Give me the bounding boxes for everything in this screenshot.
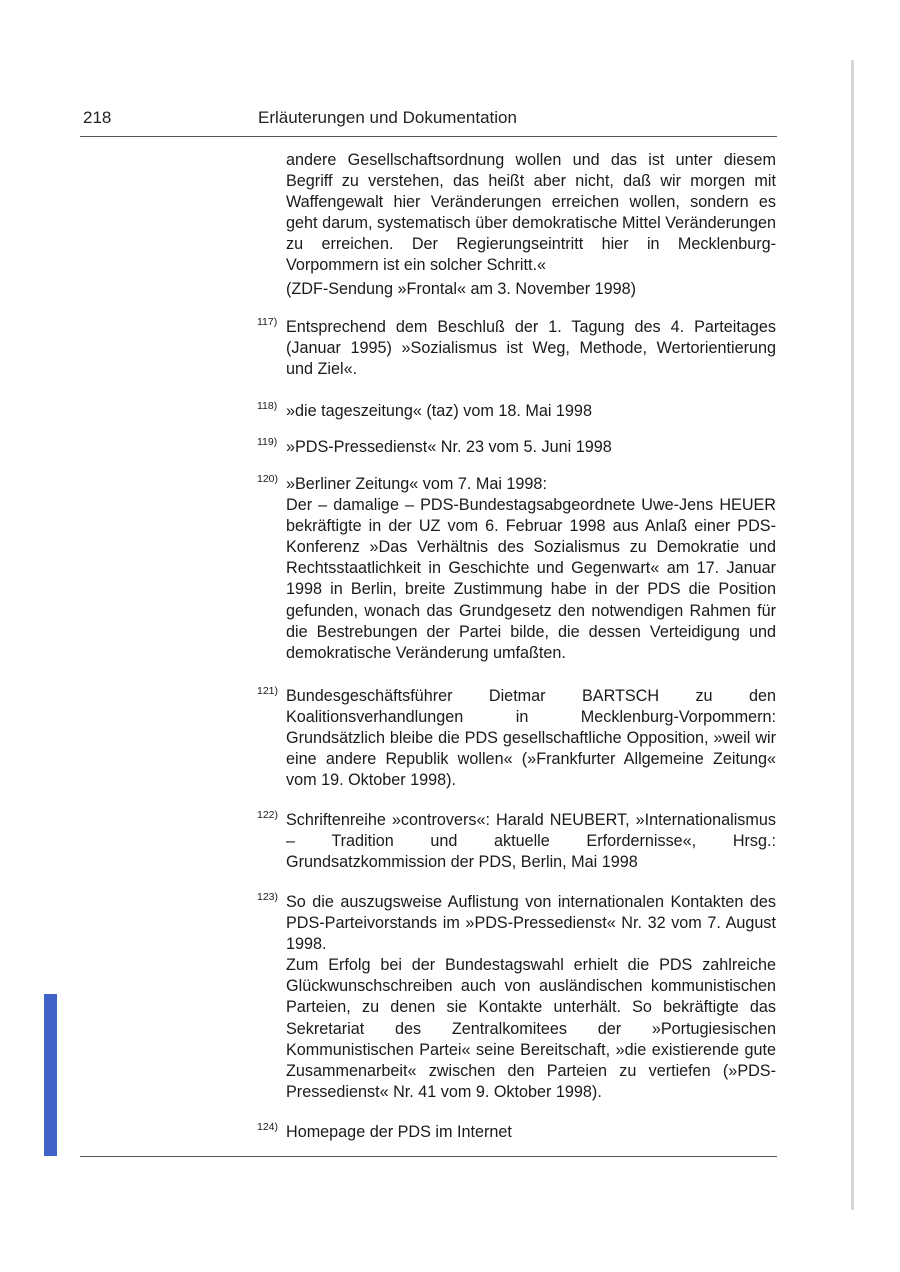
footnote-117 — [257, 317, 776, 380]
page-number: 218 — [83, 108, 112, 127]
footnote-text: Bundesgeschäftsführer Dietmar BARTSCH zu den Koalitionsverhandlungen in Mecklenburg-Vorpommern: Grundsätzlich bleibe die PDS gesellschaftliche Opposition, »weil wir eine andere Republik wollen« (»Frankfurter Allgemeine Zeitung« vom 19. Oktober 1998). — [286, 687, 776, 790]
footnote-123 — [257, 892, 776, 1103]
footnote-text: »PDS-Pressedienst« Nr. 23 vom 5. Juni 1998 — [286, 438, 612, 456]
footnote-text: Entsprechend dem Beschluß der 1. Tagung des 4. Parteitages (Januar 1995) »Sozialismus ist Weg, Methode, Wertorientierung und Ziel«. — [286, 318, 776, 379]
footnote-number: 122) — [257, 809, 279, 821]
footnote-124 — [257, 1122, 776, 1143]
footnote-number: 118) — [257, 400, 278, 412]
footnote-number: 117) — [257, 316, 278, 328]
footnote-number: 123) — [257, 891, 279, 903]
footnote-text: »Berliner Zeitung« vom 7. Mai 1998: — [286, 475, 547, 493]
footnote-120 — [257, 474, 776, 664]
footer-rule — [80, 1156, 777, 1157]
running-head: Erläuterungen und Dokumentation — [258, 108, 517, 127]
page-edge-shadow — [851, 60, 854, 1210]
footnote-121 — [257, 686, 776, 791]
footnote-text: So die auszugsweise Auflistung von internationalen Kontakten des PDS-Parteivorstands im »PDS-Pressedienst« Nr. 32 vom 7. August 1998. — [286, 893, 776, 954]
footnote-122 — [257, 810, 776, 873]
footnote-text: Zum Erfolg bei der Bundestagswahl erhielt die PDS zahlreiche Glückwunschschreiben auch von ausländischen kommunistischen Parteien, zu denen sie Kontakte unterhält. So bekräftigte das Sekretariat des Zentralkomitees der »Portugiesischen Kommunistischen Partei« seine Bereitschaft, »die existierende gute Zusammenarbeit« zwischen den Parteien zu vertiefen (»PDS-Pressedienst« Nr. 41 vom 9. Oktober 1998). — [286, 956, 776, 1101]
continuation-source: (ZDF-Sendung »Frontal« am 3. November 1998) — [286, 280, 636, 298]
footnote-number: 119) — [257, 436, 278, 448]
footnote-text: Der – damalige – PDS-Bundestagsabgeordnete Uwe-Jens HEUER bekräftigte in der UZ vom 6. Februar 1998 aus Anlaß einer PDS-Konferenz »Das Verhältnis des Sozialismus zu Demokratie und Rechtsstaatlichkeit in Geschichte und Gegenwart« am 17. Januar 1998 in Berlin, breite Zustimmung habe in der PDS die Position gefunden, wonach das Grundgesetz den notwendigen Rahmen für die Bestrebungen der Partei bilde, die dessen Verteidigung und demokratische Veränderung umfaßten. — [286, 496, 776, 662]
footnote-text: »die tageszeitung« (taz) vom 18. Mai 1998 — [286, 402, 592, 420]
footnote-number: 124) — [257, 1121, 279, 1133]
header-rule — [80, 136, 777, 137]
continuation-text: andere Gesellschaftsordnung wollen und das ist unter diesem Begriff zu verstehen, das heißt aber nicht, daß wir morgen mit Waffengewalt hier Veränderungen erreichen wollen, sondern es geht darum, systematisch über demokratische Mittel Veränderungen zu erreichen. Der Regierungseintritt hier in Mecklenburg-Vorpommern ist ein solcher Schritt.« — [286, 151, 776, 275]
footnote-text: Schriftenreihe »controvers«: Harald NEUBERT, »Internationalismus – Tradition und aktuelle Erfordernisse«, Hrsg.: Grundsatzkommission der PDS, Berlin, Mai 1998 — [286, 811, 776, 872]
blue-margin-bar — [44, 994, 57, 1156]
footnote-number: 120) — [257, 473, 279, 485]
footnote-number: 121) — [257, 685, 279, 697]
footnote-118 — [257, 401, 776, 422]
footnote-119 — [257, 437, 776, 458]
footnote-text: Homepage der PDS im Internet — [286, 1123, 512, 1141]
